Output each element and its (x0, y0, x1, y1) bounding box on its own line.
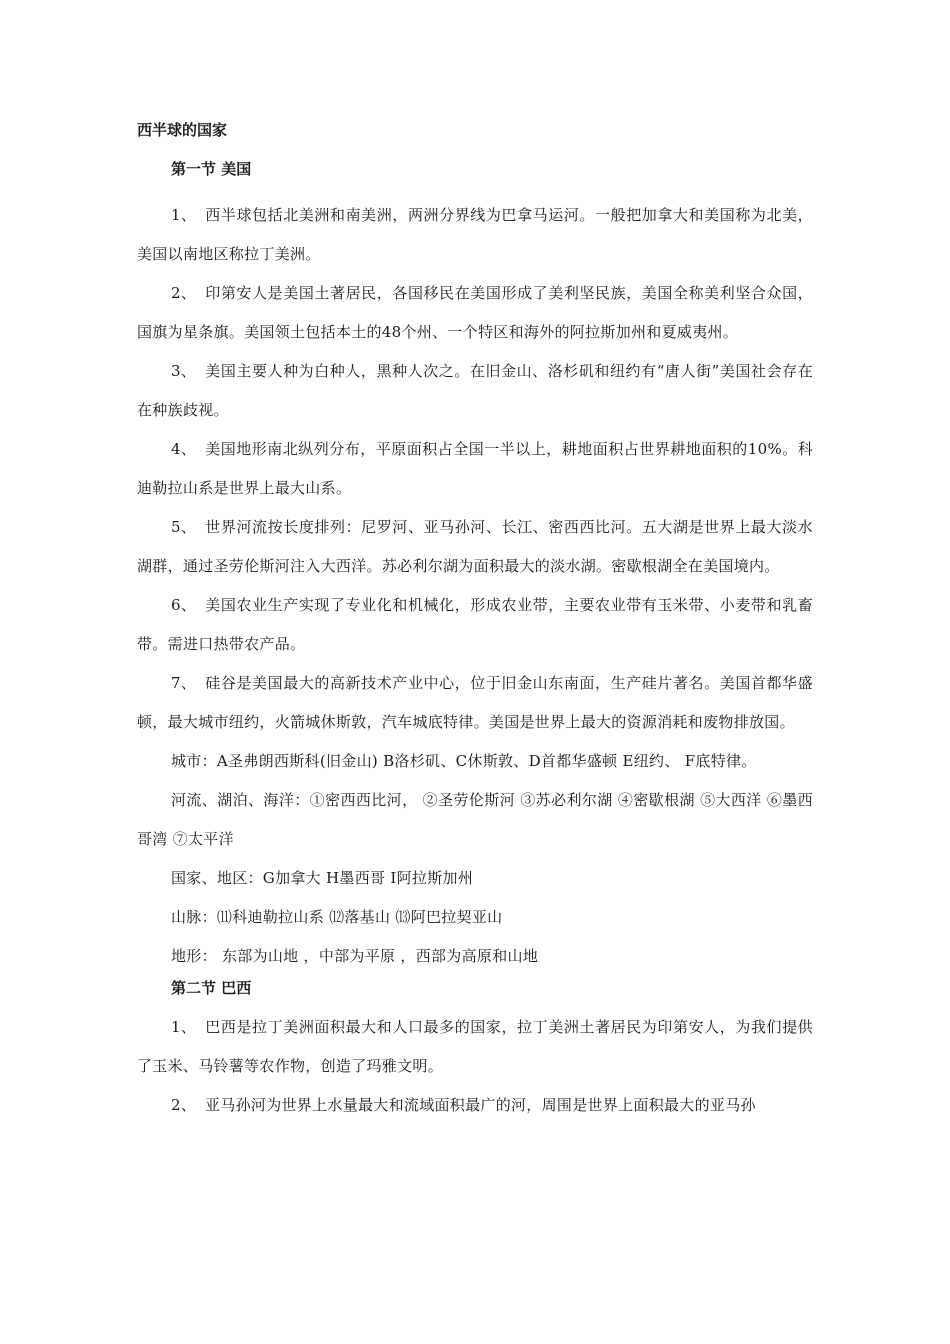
paragraph: 6、 美国农业生产实现了专业化和机械化，形成农业带，主要农业带有玉米带、小麦带和乳畜带。需进口热带农产品。 (137, 596, 813, 653)
map-legend-cities: 城市：A圣弗朗西斯科(旧金山) B洛杉矶、C休斯敦、D首都华盛顿 E纽约、 F底特律。 (171, 752, 757, 770)
map-legend-waters: 河流、湖泊、海洋：①密西西比河， ②圣劳伦斯河 ③苏必利尔湖 ④密歇根湖 ⑤大西洋 ⑥墨西哥湾 ⑦太平洋 (137, 791, 813, 848)
paragraph: 4、 美国地形南北纵列分布，平原面积占全国一半以上，耕地面积占世界耕地面积的10%。科迪勒拉山系是世界上最大山系。 (137, 440, 813, 497)
document-title: 西半球的国家 (137, 121, 228, 139)
document-page (137, 120, 813, 1125)
map-legend-terrain: 地形： 东部为山地 ，中部为平原 ，西部为高原和山地 (171, 947, 539, 965)
paragraph: 1、 西半球包括北美洲和南美洲，两洲分界线为巴拿马运河。一般把加拿大和美国称为北美，美国以南地区称拉丁美洲。 (137, 206, 813, 263)
section-heading-brazil: 第二节 巴西 (171, 979, 252, 997)
paragraph: 5、 世界河流按长度排列：尼罗河、亚马孙河、长江、密西西比河。五大湖是世界上最大淡水湖群，通过圣劳伦斯河注入大西洋。苏必利尔湖为面积最大的淡水湖。密歇根湖全在美国境内。 (137, 518, 813, 575)
paragraph: 2、 印第安人是美国土著居民，各国移民在美国形成了美利坚民族，美国全称美利坚合众国，国旗为星条旗。美国领土包括本土的48个州、一个特区和海外的阿拉斯加州和夏威夷州。 (137, 284, 813, 341)
paragraph: 1、 巴西是拉丁美洲面积最大和人口最多的国家，拉丁美洲土著居民为印第安人，为我们提供了玉米、马铃薯等农作物，创造了玛雅文明。 (137, 1018, 813, 1075)
paragraph: 7、 硅谷是美国最大的高新技术产业中心，位于旧金山东南面，生产硅片著名。美国首都华盛顿，最大城市纽约，火箭城休斯敦，汽车城底特律。美国是世界上最大的资源消耗和废物排放国。 (137, 674, 813, 731)
paragraph: 2、 亚马孙河为世界上水量最大和流域面积最广的河，周围是世界上面积最大的亚马孙 (171, 1096, 756, 1114)
section-heading-usa: 第一节 美国 (171, 160, 252, 178)
map-legend-mountains: 山脉：⑾科迪勒拉山系 ⑿落基山 ⒀阿巴拉契亚山 (171, 908, 503, 926)
map-legend-countries: 国家、地区：G加拿大 H墨西哥 I阿拉斯加州 (171, 869, 474, 887)
paragraph: 3、 美国主要人种为白种人，黑种人次之。在旧金山、洛杉矶和纽约有“唐人街”美国社会存在在种族歧视。 (137, 362, 813, 419)
